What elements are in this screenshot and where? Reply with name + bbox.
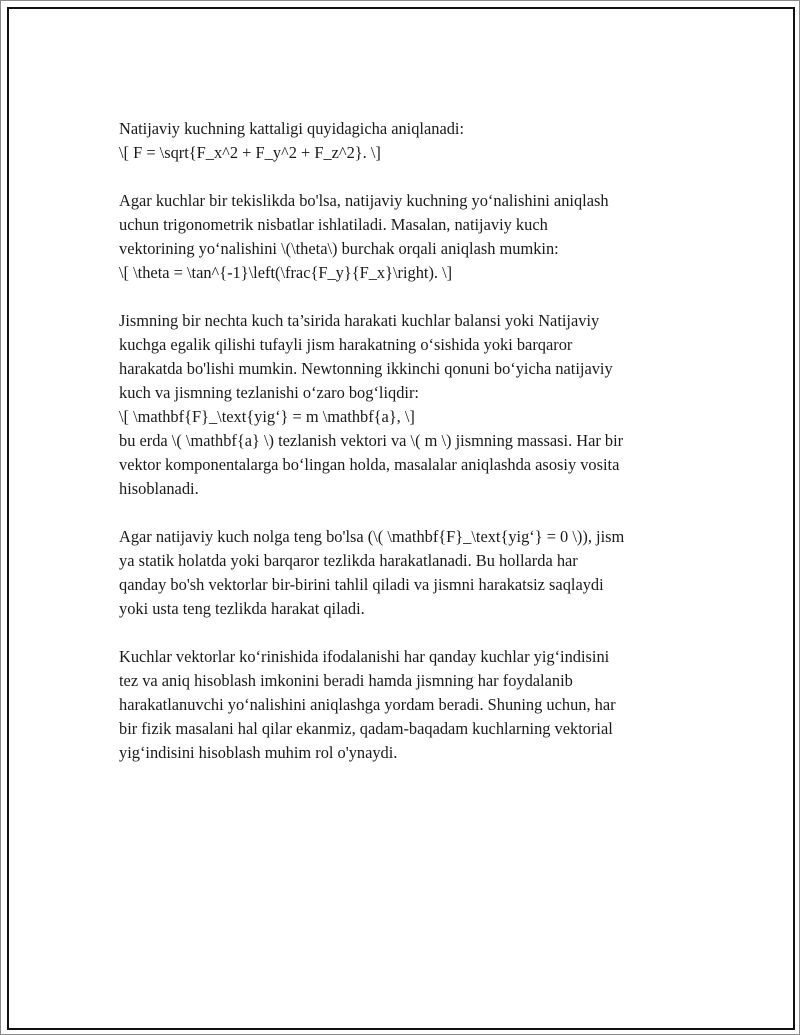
text-line: hisoblanadi. — [119, 479, 199, 498]
text-line: Natijaviy kuchning kattaligi quyidagicha aniqlanadi: — [119, 119, 465, 138]
text-line: kuch va jismning tezlanishi o‘zaro bog‘liqdir: — [119, 383, 419, 402]
text-line: bir fizik masalani hal qilar ekanmiz, qadam-baqadam kuchlarning vektorial — [119, 719, 613, 738]
text-line: Jismning bir nechta kuch ta’sirida harakati kuchlar balansi yoki Natijaviy — [119, 311, 600, 330]
text-line: Agar kuchlar bir tekislikda bo'lsa, natijaviy kuchning yo‘nalishini aniqlash — [119, 191, 609, 210]
text-line: ya statik holatda yoki barqaror tezlikda harakatlanadi. Bu hollarda har — [119, 551, 578, 570]
text-line: vektorining yo‘nalishini \(\theta\) burchak orqali aniqlash mumkin: — [119, 239, 559, 258]
text-line: harakatda bo'lishi mumkin. Newtonning ikkinchi qonuni bo‘yicha natijaviy — [119, 359, 613, 378]
formula-line: \[ \theta = \tan^{-1}\left(\frac{F_y}{F_x}\right). \] — [119, 263, 453, 282]
text-line: yig‘indisini hisoblash muhim rol o'ynaydi. — [119, 743, 398, 762]
text-line: Kuchlar vektorlar ko‘rinishida ifodalanishi har qanday kuchlar yig‘indisini — [119, 647, 610, 666]
formula-line: \[ F = \sqrt{F_x^2 + F_y^2 + F_z^2}. \] — [119, 143, 381, 162]
paragraph-newton-second-law — [119, 309, 694, 501]
paragraph-zero-resultant — [119, 525, 694, 621]
text-line: kuchga egalik qilishi tufayli jism harakatning o‘sishida yoki barqaror — [119, 335, 573, 354]
paragraph-resultant-direction — [119, 189, 694, 285]
text-line: yoki usta teng tezlikda harakat qiladi. — [119, 599, 365, 618]
paragraph-conclusion — [119, 645, 694, 765]
text-line: vektor komponentalarga bo‘lingan holda, masalalar aniqlashda asosiy vosita — [119, 455, 620, 474]
text-line: qanday bo'sh vektorlar bir-birini tahlil qiladi va jismni harakatsiz saqlaydi — [119, 575, 604, 594]
text-line: bu erda \( \mathbf{a} \) tezlanish vektori va \( m \) jismning massasi. Har bir — [119, 431, 624, 450]
text-line: Agar natijaviy kuch nolga teng bo'lsa (\( \mathbf{F}_\text{yig‘} = 0 \)), jism — [119, 527, 625, 546]
text-line: tez va aniq hisoblash imkonini beradi hamda jismning har foydalanib — [119, 671, 573, 690]
document-body — [119, 117, 694, 789]
paragraph-resultant-magnitude — [119, 117, 694, 165]
formula-line: \[ \mathbf{F}_\text{yig‘} = m \mathbf{a}, \] — [119, 407, 415, 426]
text-line: uchun trigonometrik nisbatlar ishlatiladi. Masalan, natijaviy kuch — [119, 215, 548, 234]
text-line: harakatlanuvchi yo‘nalishini aniqlashga yordam beradi. Shuning uchun, har — [119, 695, 616, 714]
